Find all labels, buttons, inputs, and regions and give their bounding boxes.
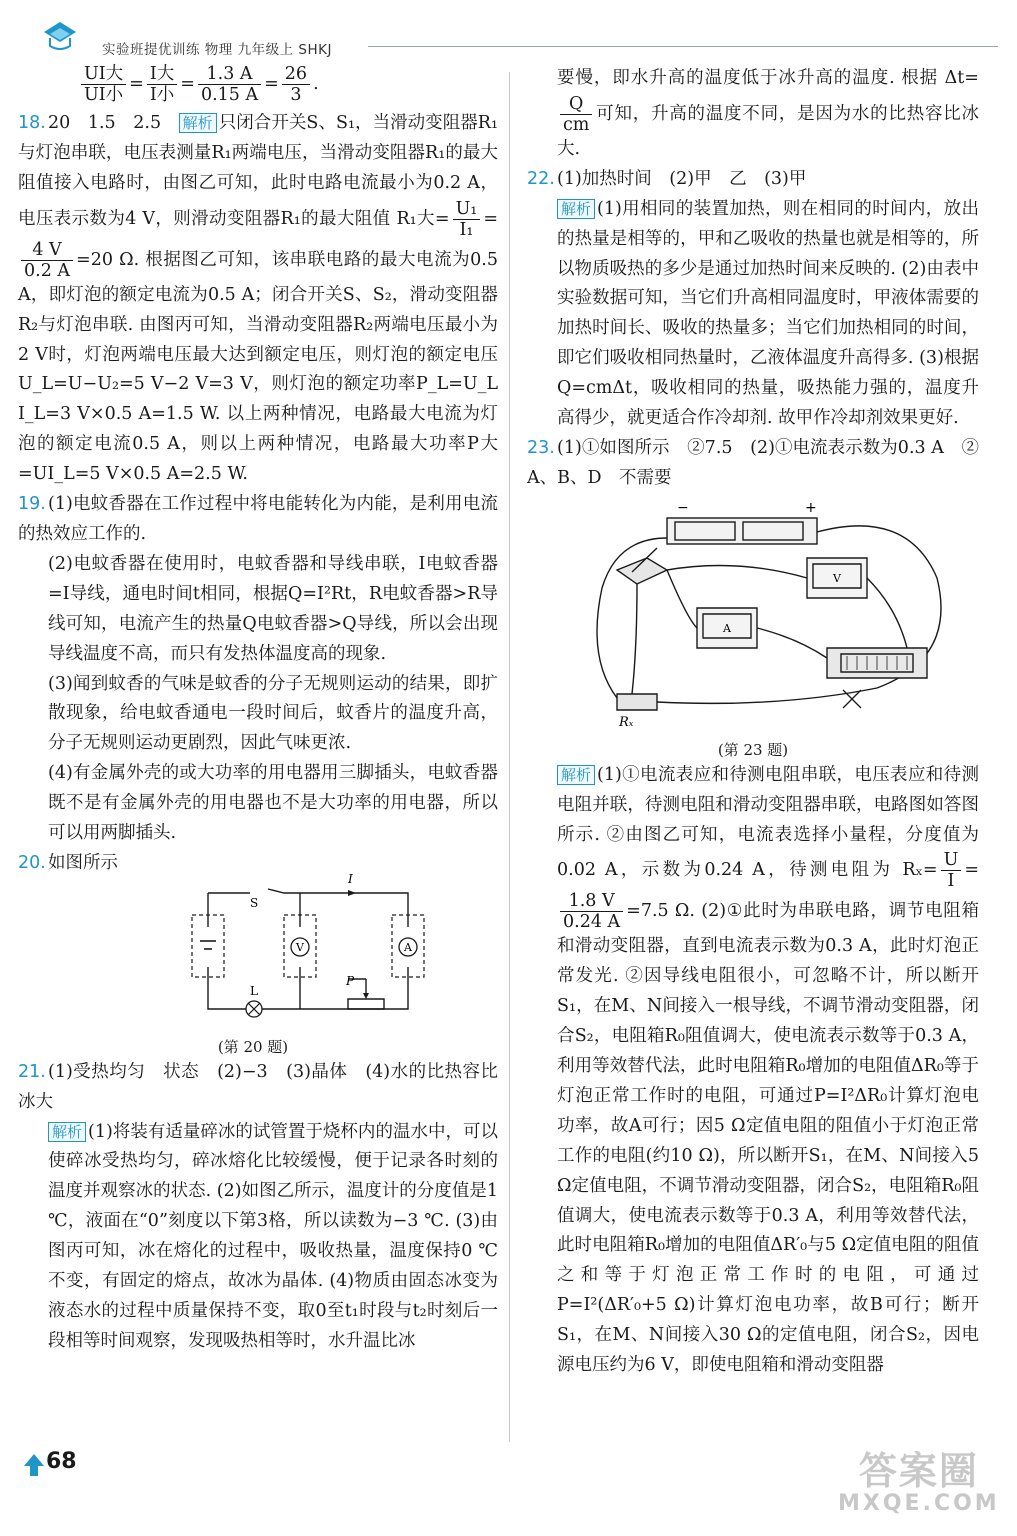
ammeter-label: A [404,940,412,954]
fraction-result: $\frac{26}{3}$ [282,64,310,105]
q21-continuation: 要慢，即水升高的温度低于冰升高的温度. 根据 Δt= $\frac{Q}{cm}$ 可知，升高的温度不同，是因为水的比热容比冰大. [557,68,979,159]
question-number: 18. [18,113,46,133]
rx-label: Rₓ [619,714,634,730]
switch-label: S [250,895,259,910]
analysis-text: (1)将装有适量碎冰的试管置于烧杯内的温水中，可以使碎冰受热均匀，碎冰熔化比较缓慢，便于记录各时刻的温度并观察冰的状态. (2)如图乙所示，温度计的分度值是1 ℃，液面在“0”刻度以下第3格，所以读数为−3 ℃. (3)由图丙可知，冰在熔化的过程中，吸收热量，温度保持0 ℃不变，有固定的熔点，故冰为晶体. (4)物质由固态冰变为液态水的过程中质量保持不变，取0至t₁时段与t₂时刻后一段相等时间观察，发现吸热相等时，水升温比冰 [48,1121,498,1351]
analysis-text: (1)①电流表应和待测电阻串联，电压表应和待测电阻并联，待测电阻和滑动变阻器串联，电路图如答图所示. ②由图乙可知，电流表选择小量程，分度值为0.02 A，示数为0.24 A，待测电阻为 [557,764,979,881]
formula-r1: R₁大= $\frac{\text{U₁}}{\text{I₁}}$ = $\frac{4 V}{0.2 A}$ = [18,209,498,270]
circuit-diagram-20 [188,871,428,1025]
fraction-i: $\frac{\text{I大}}{\text{I小}}$ [147,64,177,105]
analysis-tag: 解析 [557,199,595,219]
watermark-cn: 答案圈 [858,1449,979,1493]
q23-analysis [527,761,979,1381]
q19-part-1: (1)电蚊香器在工作过程中将电能转化为内能，是利用电流的热效应工作的. [18,494,498,544]
analysis-tag: 解析 [48,1122,86,1142]
ammeter-label: A [723,621,731,635]
question-20 [18,849,498,879]
page-header [28,16,994,56]
figure-23-caption: (第 23 题) [717,740,789,759]
q21-analysis [48,1118,498,1357]
page-arrow-icon [22,1452,46,1478]
q19-part-3: (3)闻到蚊香的气味是蚊香的分子无规则运动的结果，即扩散现象，给电蚊香通电一段时间后，蚊香片的温度升高，分子无规则运动更剧烈，因此气味更浓. [48,673,498,754]
analysis-tag: 解析 [557,765,595,785]
answer-text: (1)受热均匀 状态 (2)−3 (3)晶体 (4)水的比热容比冰大 [18,1061,498,1112]
lamp-label: L [250,983,258,998]
watermark [838,1440,1000,1516]
analysis-text: (1)用相同的装置加热，则在相同的时间内，放出的热量是相等的，甲和乙吸收的热量也就是相等的，所以物质吸热的多少是通过加热时间来反映的. (2)由表中实验数据可知，当它们升高相同温度时，甲液体需要的加热时间长、吸收的热量多；当它们加热相同的时间，即它们吸收相同热量时，乙液体温度升高得多. (3)根据Q=cmΔt，吸收相同的热量，吸热能力强的，温度升高得少，就更适合作冷却剂. 故甲作冷却剂效果更好. [557,198,979,429]
header-rule [368,46,998,47]
question-number: 23. [527,437,555,458]
analysis-tag: 解析 [179,113,217,133]
analysis-text-2: 20 Ω. 根据图乙可知，该串联电路的最大电流为0.5 A，即灯泡的额定电流为0.5 A；闭合开关S、S₂，滑动变阻器R₂与灯泡串联. 由图丙可知，当滑动变阻器R₂两端电压最小为2 V时，灯泡两端电压最大达到额定电压，则灯泡的额定电压U_L=U−U₂=5 V−2 V=3 V，则灯泡的额定功率P_L=U_L I_L=3 V×0.5 A=1.5 W. 以上两种情况，电路最大电流为灯泡的额定电流0.5 A，则以上两种情况，电路最大功率P大=UI_L=5 V×0.5 A=2.5 W. [18,249,498,485]
question-21 [18,1058,498,1118]
answer-text: (1)加热时间 (2)甲 乙 (3)甲 [557,168,807,189]
question-22 [527,165,979,195]
plus-label: + [805,499,817,516]
q19-part-2: (2)电蚊香器在使用时，电蚊香器和导线串联，I电蚊香器=I导线，通电时间t相同，根据Q=I²Rt，R电蚊香器>R导线可知，电流产生的热量Q电蚊香器>Q导线，所以会出现导线温度不高，而只有发热体温度高的现象. [48,553,498,664]
question-number: 22. [527,168,555,189]
formula-rx: Rₓ= $\frac{U}{I}$ = $\frac{1.8 V}{0.24 A}$ =7.5 Ω. [557,860,979,921]
q19-part-4: (4)有金属外壳的或大功率的用电器用三脚插头，电蚊香器既不是有金属外壳的用电器也不是大功率的用电器，所以可以用两脚插头. [48,763,498,844]
page-number: 68 [46,1449,77,1474]
question-number: 21. [18,1061,46,1082]
question-18 [18,109,498,490]
fraction-q-cm: $\frac{Q}{cm}$ [560,94,592,135]
fraction-values: $\frac{1.3 A}{0.15 A}$ [198,64,261,105]
question-19 [18,490,498,550]
book-logo-icon [40,16,80,56]
analysis-text-2: (2)①此时为串联电路，调节电阻箱和滑动变阻器，直到电流表示数为0.3 A，此时灯泡正常发光. ②因导线电阻很小，可忽略不计，所以断开S₁，在M、N间接入一根导线，不调节滑动变阻器，闭合S₂，电阻箱R₀阻值调大，使电流表示数等于0.3 A，利用等效替代法，此时电阻箱R₀增加的电阻值ΔR₀等于灯泡正常工作时的电阻，可通过P=I²ΔR₀计算灯泡电功率，故A可行；因5 Ω定值电阻的阻值小于灯泡正常工作的电阻(约10 Ω)，所以断开S₁，在M、N间接入5 Ω定值电阻，不调节滑动变阻器，闭合S₂，电阻箱R₀阻值调大，使电流表示数等于0.3 A，利用等效替代法，此时电阻箱R₀增加的电阻值ΔR′₀与5 Ω定值电阻的阻值之和等于灯泡正常工作时的电阻，可通过P=I²(ΔR′₀+5 Ω)计算灯泡电功率，故B可行；断开S₁，在M、N间接入30 Ω的定值电阻，闭合S₂，因电源电压约为6 V，即使电阻箱和滑动变阻器 [557,901,979,1376]
q20-text: 如图所示 [48,852,118,873]
ratio-formula: $\frac{\text{UI大}}{\text{UI小}}$ = $\frac{\text{I大}}{\text{I小}}$ = $\frac{1.3 A}{0.15 A}$ = $\frac{26}{3}$ . [48,64,498,105]
voltmeter-label: V [833,571,841,585]
question-23 [527,434,979,494]
question-number: 20. [18,852,46,873]
circuit-photo-23 [577,498,957,728]
right-column [527,64,979,1381]
answer-text: 20 1.5 2.5 [48,113,162,133]
book-title: 实验班提优训练 物理 九年级上 SHKJ [102,42,332,58]
figure-20-caption: (第 20 题) [217,1037,289,1056]
watermark-en: MXQE.COM [838,1491,1000,1516]
current-label: I [348,871,353,886]
minus-label: − [677,499,689,516]
column-divider [509,72,510,1442]
fraction-ui: $\frac{\text{UI大}}{\text{UI小}}$ [81,64,126,105]
q22-analysis [527,195,979,434]
answer-text: (1)①如图所示 ②7.5 (2)①电流表示数为0.3 A ② A、B、D 不需要 [527,437,979,488]
analysis-text: 只闭合开关S、S₁，当滑动变阻器R₁与灯泡串联，电压表测量R₁两端电压，当滑动变阻器R₁的最大阻值接入电路时，由图乙可知，此时电路电流最小为0.2 A，电压表示数为4 V，则滑动变阻器R₁的最大阻值 [18,113,498,229]
slider-label: P [346,973,355,988]
question-number: 19. [18,494,46,515]
voltmeter-label: V [296,940,304,954]
left-column [18,64,498,1357]
